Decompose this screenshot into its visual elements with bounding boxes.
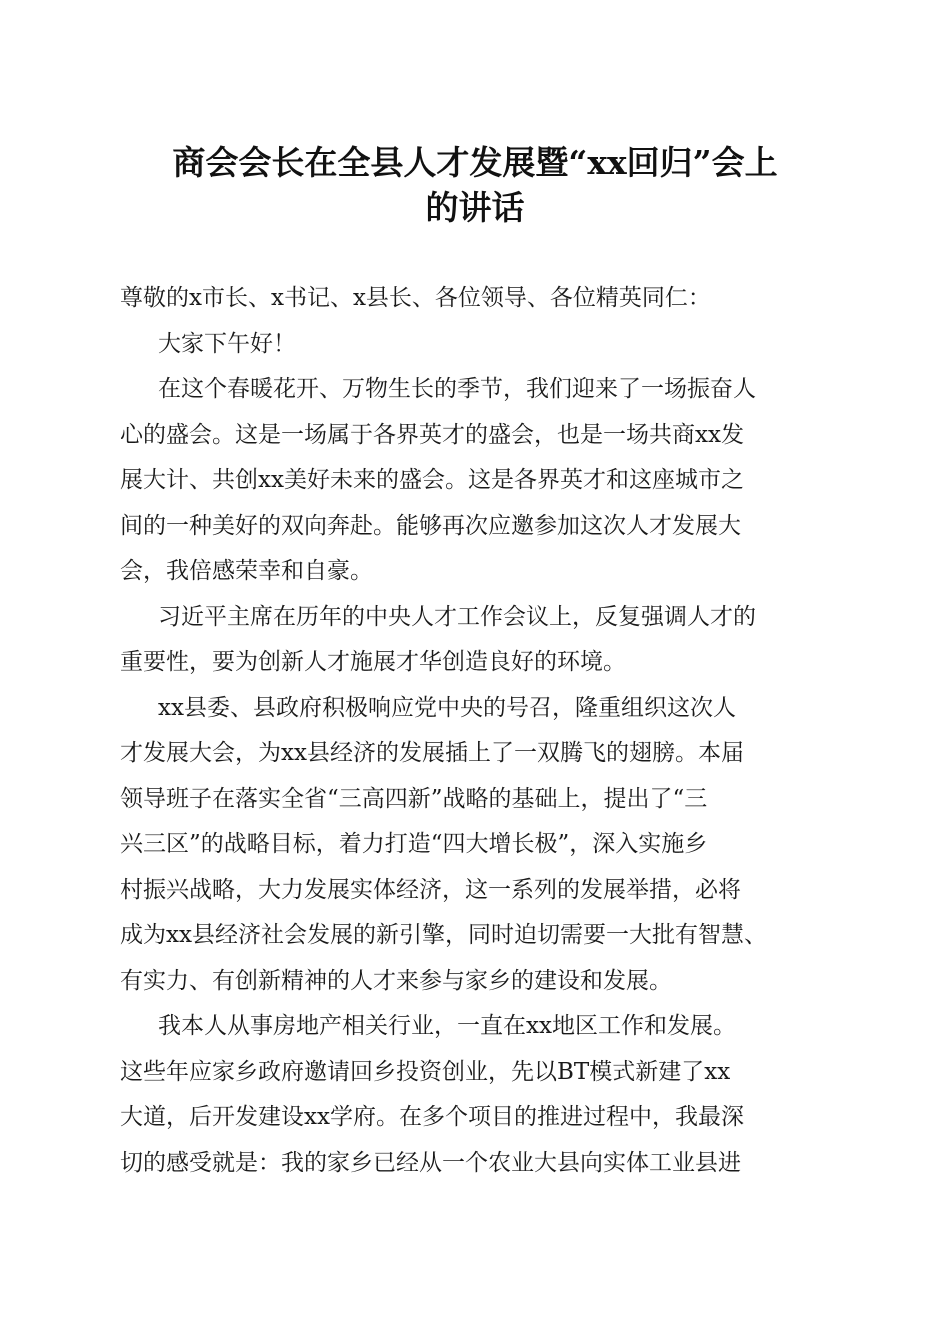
body-line: 间的一种美好的双向奔赴。能够再次应邀参加这次人才发展大 [120,512,741,539]
body-line: 领导班子在落实全省“三高四新”战略的基础上，提出了“三 [120,785,708,812]
body-line: 这些年应家乡政府邀请回乡投资创业，先以BT模式新建了xx [120,1058,731,1085]
document-title [100,140,850,230]
body-line: 兴三区”的战略目标，着力打造“四大增长极”，深入实施乡 [120,831,708,857]
body-line: xx县委、县政府积极响应党中央的号召，隆重组织这次人 [158,694,736,721]
title-line-1: 商会会长在全县人才发展暨“xx回归”会上 [172,143,778,182]
body-line: 有实力、有创新精神的人才来参与家乡的建设和发展。 [120,967,672,994]
body-line: 展大计、共创xx美好未来的盛会。这是各界英才和这座城市之 [120,467,744,493]
body-line: 村振兴战略，大力发展实体经济，这一系列的发展举措，必将 [120,876,741,903]
document-body [120,276,830,1186]
body-line: 心的盛会。这是一场属于各界英才的盛会，也是一场共商xx发 [120,421,744,448]
body-line: 尊敬的x市长、x书记、x县长、各位领导、各位精英同仁： [120,285,711,311]
body-line: 我本人从事房地产相关行业，一直在xx地区工作和发展。 [158,1013,736,1039]
body-line: 习近平主席在历年的中央人才工作会议上，反复强调人才的 [158,603,756,630]
body-line: 大家下午好！ [158,330,296,357]
body-line: 在这个春暖花开、万物生长的季节，我们迎来了一场振奋人 [158,376,756,402]
body-line: 成为xx县经济社会发展的新引擎，同时迫切需要一大批有智慧、 [120,922,767,948]
body-line: 大道，后开发建设xx学府。在多个项目的推进过程中，我最深 [120,1104,744,1130]
title-line-2: 的讲话 [425,188,525,227]
body-line: 才发展大会，为xx县经济的发展插上了一双腾飞的翅膀。本届 [120,740,744,766]
body-line: 会，我倍感荣幸和自豪。 [120,558,373,584]
body-line: 重要性，要为创新人才施展才华创造良好的环境。 [120,649,626,675]
body-line: 切的感受就是：我的家乡已经从一个农业大县向实体工业县进 [120,1149,741,1176]
